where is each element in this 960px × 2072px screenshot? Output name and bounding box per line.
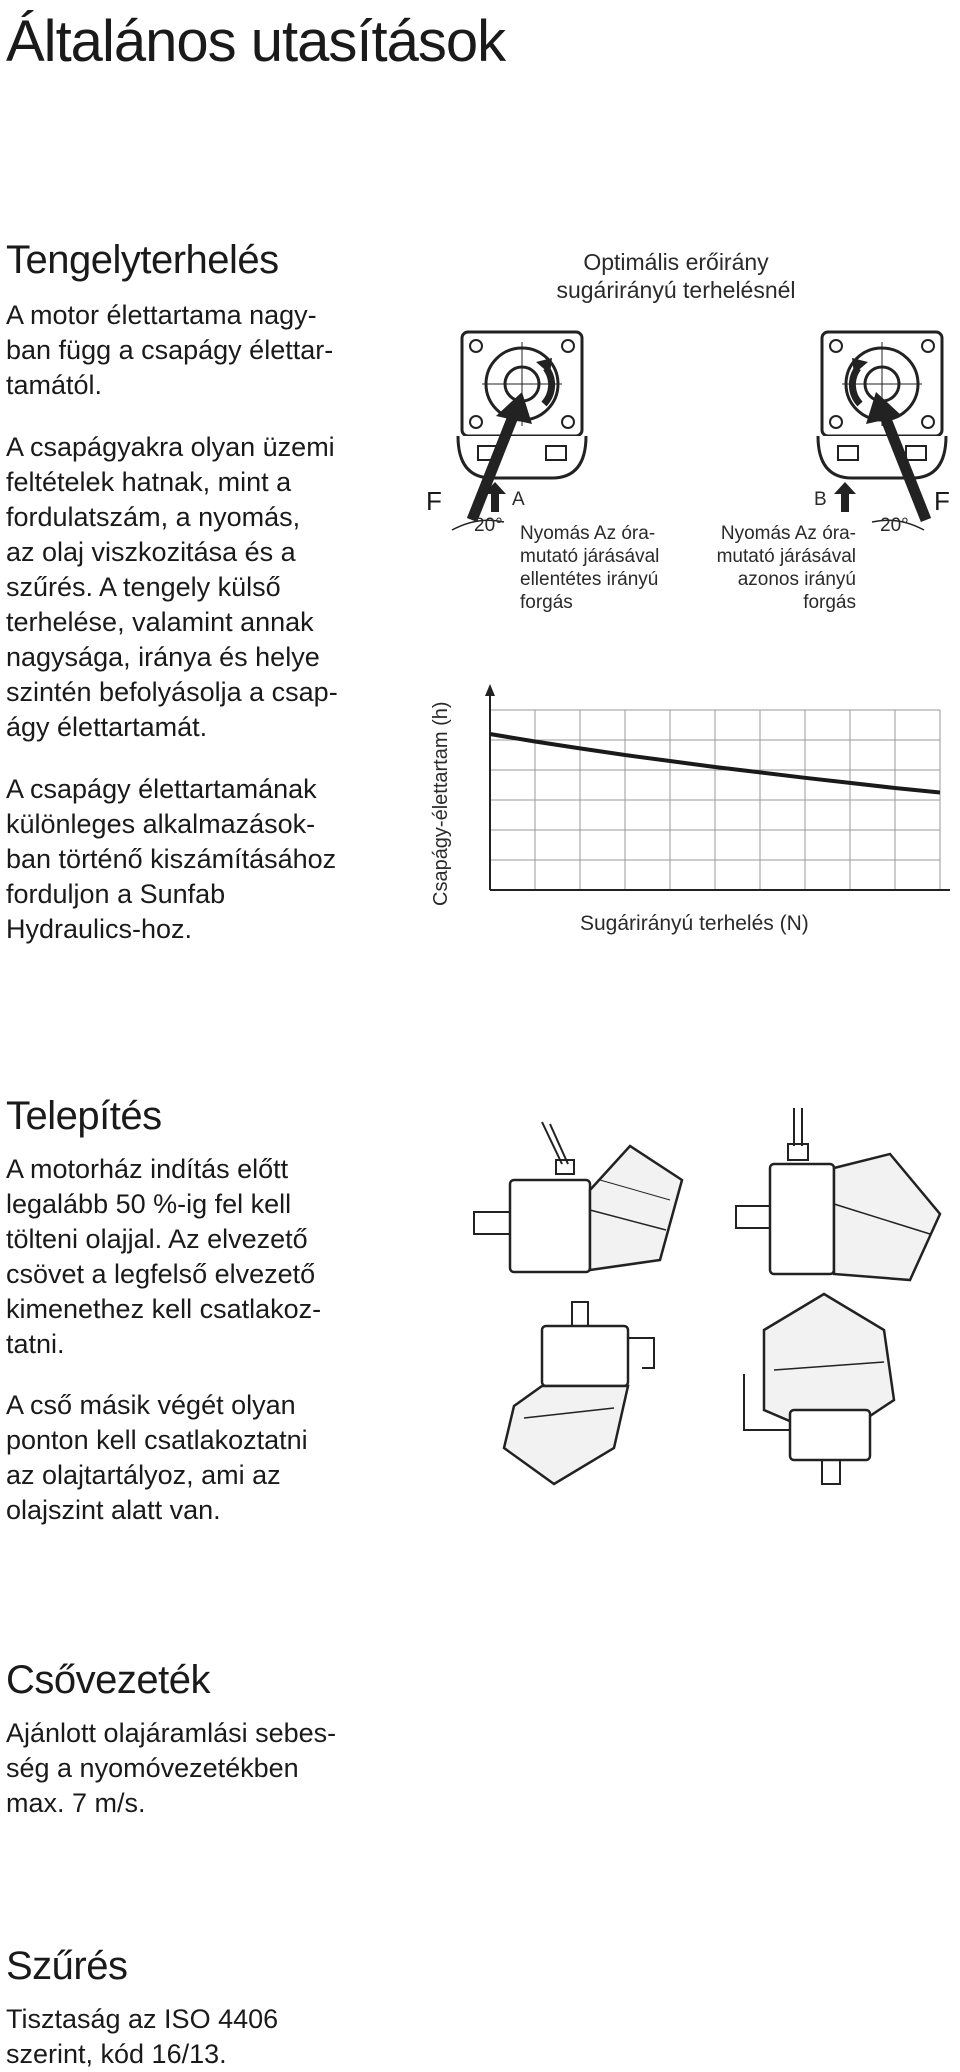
left-force-label: F <box>426 486 442 516</box>
paragraph-tengely-1: A motor élettartama nagy- ban függ a csapágy élettar- tamától. <box>6 300 334 400</box>
right-port-label: B <box>814 489 827 510</box>
diagram-caption: Optimális erőirány sugárirányú terhelésnél <box>556 249 796 303</box>
paragraph-telepites-1: A motorház indítás előtt legalább 50 %-ig fel kell tölteni olajjal. Az elvezető csövet a legfelső elvezető kimenethez kell csatlakoz- tatni. <box>6 1154 322 1359</box>
left-port-arrow <box>484 482 506 512</box>
left-port-label: A <box>512 489 525 510</box>
install-drawing-3 <box>494 1298 674 1488</box>
install-drawing-1 <box>470 1120 690 1280</box>
right-angle-label: 20° <box>880 515 909 536</box>
left-rotation-description: Nyomás Az óra- mutató járásával ellentétes irányú forgás <box>520 523 660 613</box>
left-angle-label: 20° <box>474 515 503 536</box>
right-port-arrow <box>834 482 856 512</box>
install-drawing-2 <box>730 1104 950 1284</box>
paragraph-telepites-2: A cső másik végét olyan ponton kell csatlakoztatni az olajtartályoz, ami az olajszint alatt van. <box>6 1390 308 1525</box>
section-heading-telepites: Telepítés <box>6 1094 162 1138</box>
paragraph-tengely-3: A csapágy élettartamának különleges alkalmazások- ban történő kiszámításához forduljon a Sunfab Hydraulics-hoz. <box>6 774 337 944</box>
paragraph-csovezetek-1: Ajánlott olajáramlási sebes- ség a nyomóvezetékben max. 7 m/s. <box>6 1718 337 1818</box>
paragraph-tengely-2: A csapágyakra olyan üzemi feltételek hatnak, mint a fordulatszám, a nyomás, az olaj viszkozitása és a szűrés. A tengely külső terhelése, valamint annak nagysága, iránya és helye szintén befolyásolja a csap- ágy élettartamát. <box>6 432 338 742</box>
chart-ylabel: Csapágy-élettartam (h) <box>430 701 452 906</box>
right-rotation-description: Nyomás Az óra- mutató járásával azonos irányú forgás <box>716 523 856 613</box>
paragraph-szures-1: Tisztaság az ISO 4406 szerint, kód 16/13. <box>6 2004 279 2069</box>
y-axis-arrowhead <box>485 684 495 696</box>
install-drawing-4 <box>724 1290 924 1490</box>
right-force-label: F <box>934 486 950 516</box>
right-force-arrow <box>856 390 936 530</box>
section-heading-szures: Szűrés <box>6 1944 128 1988</box>
page-title: Általános utasítások <box>6 9 506 74</box>
chart-xlabel: Sugárirányú terhelés (N) <box>580 912 809 935</box>
section-heading-csovezetek: Csővezeték <box>6 1658 210 1702</box>
bearing-life-chart <box>440 690 960 920</box>
section-heading-tengelyterheles: Tengelyterhelés <box>6 238 279 282</box>
